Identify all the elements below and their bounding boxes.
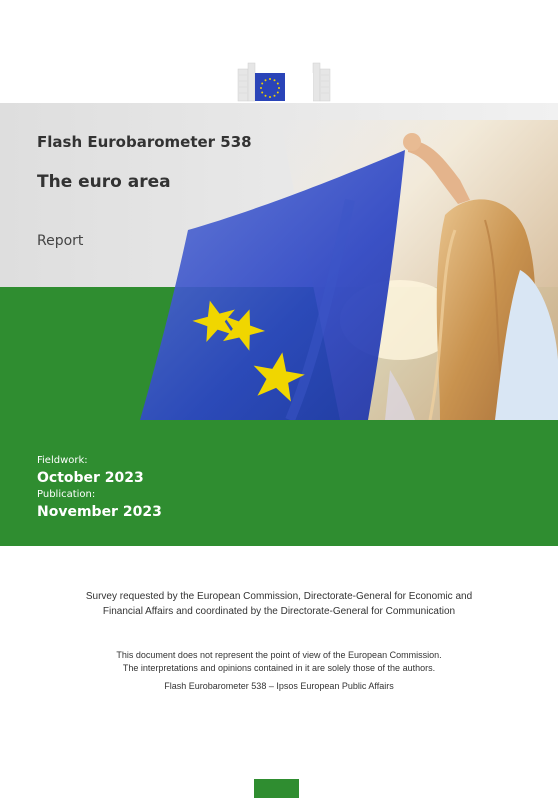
- document-type: Report: [37, 233, 84, 249]
- disclaimer-line-2: The interpretations and opinions contained in it are solely those of the authors.: [122, 663, 436, 673]
- fieldwork-value: October 2023: [37, 470, 144, 486]
- publication-label: Publication:: [37, 489, 96, 500]
- survey-note-line-1: Survey requested by the European Commission, Directorate-General for Economic and: [85, 591, 473, 602]
- page-subtitle: The euro area: [37, 172, 171, 192]
- footer-green-block: [254, 779, 299, 798]
- credit-line: Flash Eurobarometer 538 – Ipsos European Public Affairs: [164, 681, 394, 691]
- publication-value: November 2023: [37, 504, 162, 520]
- survey-note: [40, 589, 518, 619]
- disclaimer: [40, 649, 518, 675]
- fieldwork-label: Fieldwork:: [37, 455, 88, 466]
- page-title: Flash Eurobarometer 538: [37, 133, 252, 151]
- hero-image: [140, 120, 558, 420]
- disclaimer-line-1: This document does not represent the point of view of the European Commission.: [116, 650, 442, 660]
- survey-note-line-2: Financial Affairs and coordinated by the Directorate-General for Communication: [102, 606, 456, 617]
